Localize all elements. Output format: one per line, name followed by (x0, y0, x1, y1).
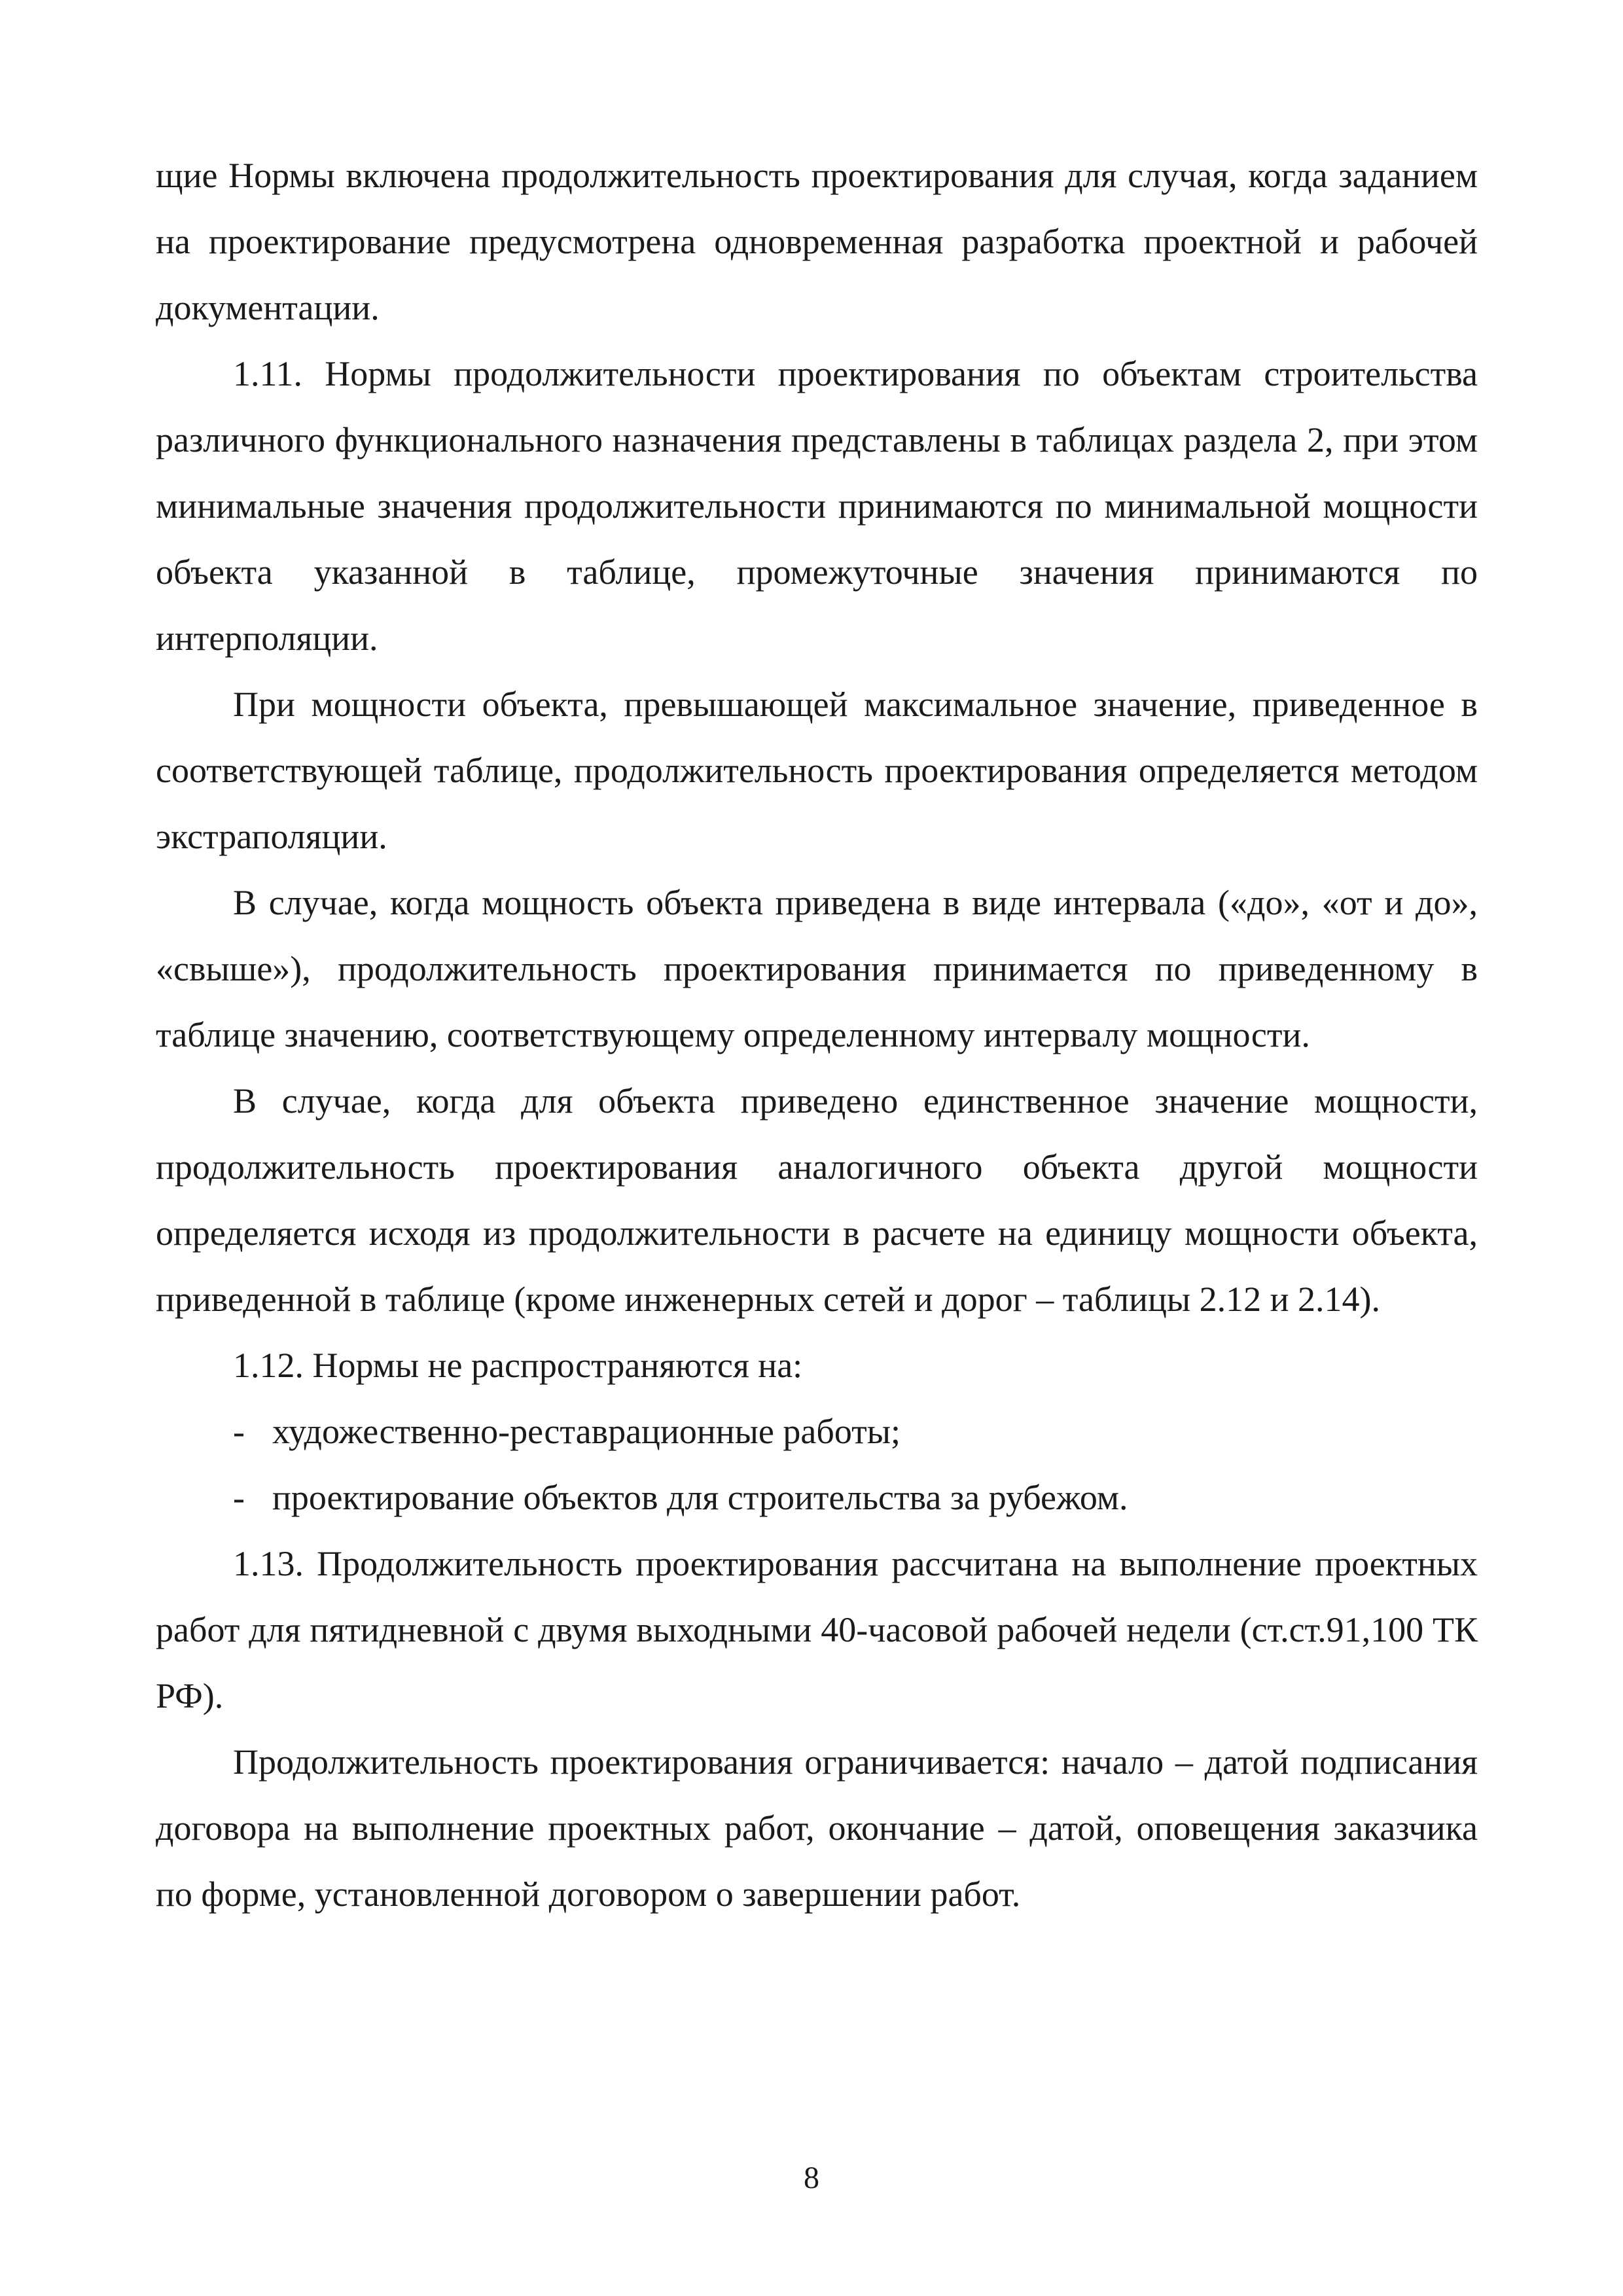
paragraph-duration-limits: Продолжительность проектирования ограничивается: начало – датой подписания договора на выполнение проектных работ, окончание – датой, оповещения заказчика по форме, установленной договором о завершении работ. (156, 1742, 1478, 1914)
paragraph-1-12: 1.12. Нормы не распространяются на: (233, 1346, 803, 1385)
list-item (156, 1465, 1478, 1531)
paragraph-continuation: щие Нормы включена продолжительность проектирования для случая, когда заданием на проектирование предусмотрена одновременная разработка проектной и рабочей документации. (156, 156, 1478, 327)
list-item (156, 1399, 1478, 1465)
paragraph-interval: В случае, когда мощность объекта приведена в виде интервала («до», «от и до», «свыше»), продолжительность проектирования принимается по приведенному в таблице значению, соответствующему определенному интервалу мощности. (156, 883, 1478, 1054)
list-dash: - (233, 1478, 245, 1517)
list-dash: - (233, 1412, 245, 1451)
page-number: 8 (804, 2161, 819, 2195)
paragraph-1-11: 1.11. Нормы продолжительности проектирования по объектам строительства различного функционального назначения представлены в таблицах раздела 2, при этом минимальные значения продолжительности принимаются по минимальной мощности объекта указанной в таблице, промежуточные значения принимаются по интерполяции. (156, 354, 1478, 658)
paragraph-single-value: В случае, когда для объекта приведено единственное значение мощности, продолжительность проектирования аналогичного объекта другой мощности определяется исходя из продолжительности в расчете на единицу мощности объекта, приведенной в таблице (кроме инженерных сетей и дорог – таблицы 2.12 и 2.14). (156, 1081, 1478, 1319)
document-body (156, 143, 1478, 1928)
list-item-text: проектирование объектов для строительства за рубежом. (272, 1478, 1128, 1517)
paragraph-extrapolation: При мощности объекта, превышающей максимальное значение, приведенное в соответствующей таблице, продолжительность проектирования определяется методом экстраполяции. (156, 685, 1478, 856)
list-item-text: художественно-реставрационные работы; (272, 1412, 901, 1451)
paragraph-1-13: 1.13. Продолжительность проектирования рассчитана на выполнение проектных работ для пятидневной с двумя выходными 40-часовой рабочей недели (ст.ст.91,100 ТК РФ). (156, 1544, 1478, 1715)
